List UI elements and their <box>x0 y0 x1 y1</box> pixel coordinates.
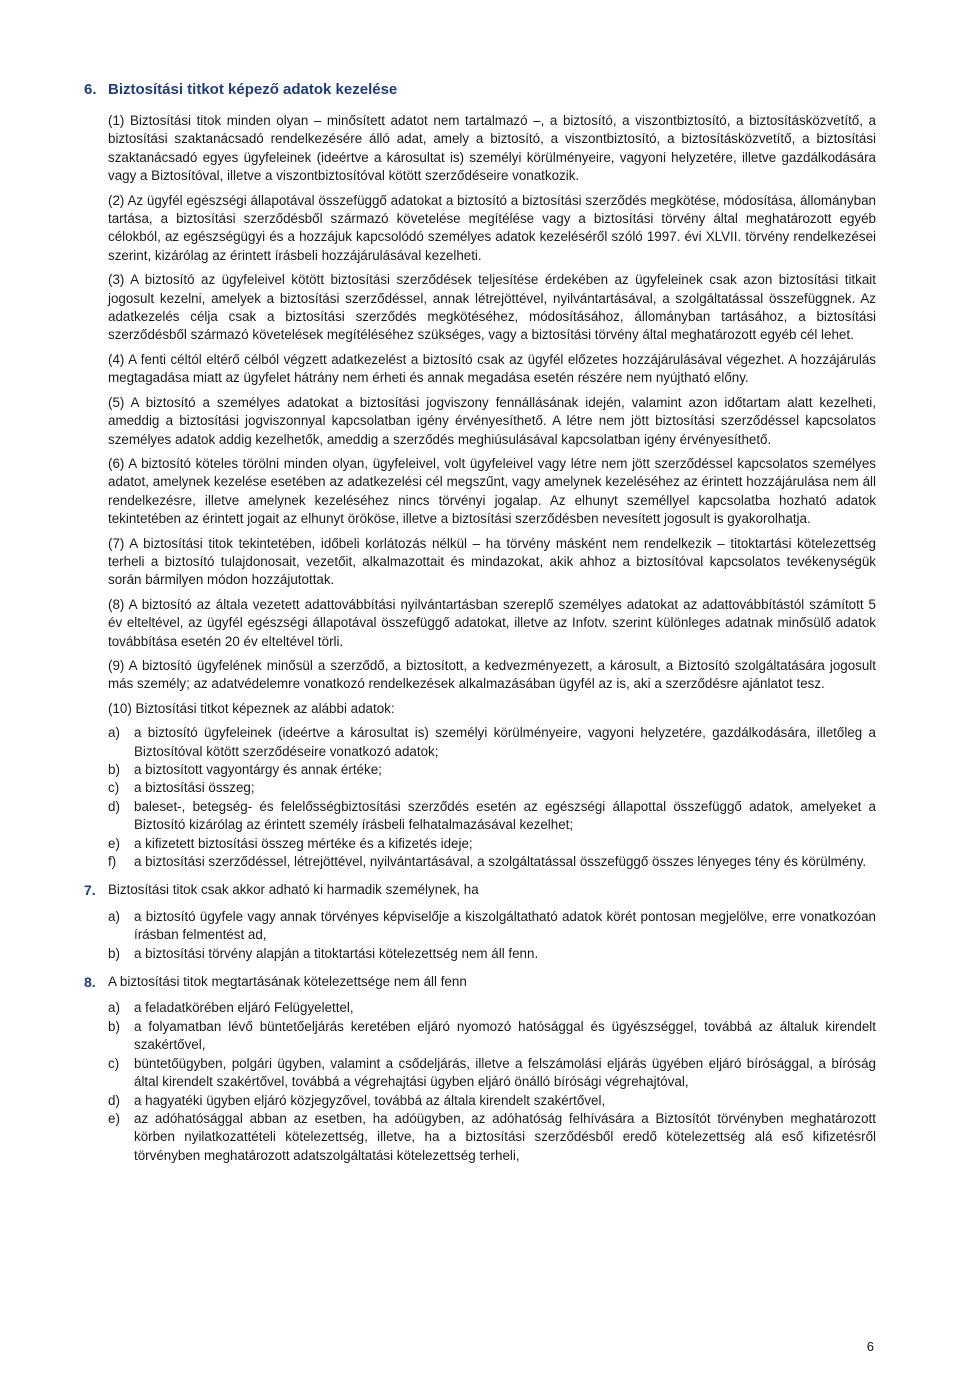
list-letter: d) <box>108 798 120 814</box>
list-item <box>108 1110 876 1165</box>
section-7-list <box>108 908 876 963</box>
list-text: a kifizetett biztosítási összeg mértéke és a kifizetés ideje; <box>134 835 473 851</box>
list-text: büntetőügyben, polgári ügyben, valamint a csődeljárás, illetve a felszámolási eljárás ügyében eljáró bírósággal, a bíróság által kirendelt szakértővel, továbbá a végrehajtási ügyben eljáró önálló bírósági végrehajtóval, <box>134 1055 876 1090</box>
section-7-title: Biztosítási titok csak akkor adható ki harmadik személynek, ha <box>108 882 479 898</box>
paragraph-8: (8) A biztosító az általa vezetett adattovábbítási nyilvántartásban szereplő személyes adatokat az adattovábbítástól számított 5 év elteltével, az ügyfél egészségi állapotával összefüggő adatokat, illetve az Infotv. szerint különleges adatnak minősülő adatok továbbítása esetén 20 év elteltével törli. <box>108 596 876 649</box>
list-text: a folyamatban lévő büntetőeljárás keretében eljáró nyomozó hatósággal és ügyészséggel, továbbá az általuk kirendelt szakértővel, <box>134 1018 876 1053</box>
section-6-number: 6. <box>84 81 97 98</box>
list-text: a feladatkörében eljáró Felügyelettel, <box>134 1000 354 1016</box>
list-letter: e) <box>108 1110 120 1126</box>
list-text: a biztosító ügyfeleinek (ideértve a károsultat is) személyi körülményeire, vagyoni helyzetére, gazdálkodására, illetőleg a Biztosítóval kötött szerződéseire vonatkozó adatok; <box>134 725 876 759</box>
section-8-list <box>108 999 876 1165</box>
list-text: az adóhatósággal abban az esetben, ha adóügyben, az adóhatóság felhívására a Biztosítót törvényben meghatározott körben nyilatkozattételi kötelezettség, illetve, ha a biztosítási szerződésből eredő kötelezettség alá eső kifizetésről törvényben meghatározott adatszolgáltatási kötelezettség terheli, <box>134 1110 876 1163</box>
list-letter: b) <box>108 762 120 777</box>
list-letter: b) <box>108 945 120 961</box>
paragraph-4: (4) A fenti céltól eltérő célból végzett adatkezelést a biztosító csak az ügyfél előzetes hozzájárulásával végezhet. A hozzájárulás megtagadása miatt az ügyfelet hátrány nem érheti és annak megadása esetén részére nem nyújtható előny. <box>108 351 876 386</box>
list-text: a biztosító ügyfele vagy annak törvényes képviselője a kiszolgáltatható adatok körét pontosan megjelölve, erre vonatkozóan írásban felmentést ad, <box>134 908 876 943</box>
section-8-heading <box>84 973 876 991</box>
list-item <box>108 724 876 761</box>
page-number: 6 <box>866 1339 874 1354</box>
paragraph-5: (5) A biztosító a személyes adatokat a biztosítási jogviszony fennállásának idején, valamint azon időtartam alatt kezelheti, ameddig a biztosítási jogviszonnyal kapcsolatban igény érvényesíthető. A létre nem jött biztosítási szerződéssel kapcsolatos személyes adatok addig kezelhetők, ameddig a szerződés meghiúsulásával kapcsolatban igény érvényesíthető. <box>108 394 876 447</box>
list-item <box>108 853 876 871</box>
list-item <box>108 908 876 945</box>
list-letter: d) <box>108 1092 120 1108</box>
list-item <box>108 1055 876 1092</box>
section-7-heading <box>84 881 876 899</box>
list-item <box>108 1018 876 1055</box>
paragraph-6: (6) A biztosító köteles törölni minden olyan, ügyfeleivel, volt ügyfeleivel vagy létre nem jött szerződéssel kapcsolatos személyes adatot, amelynek kezelése esetében az adatkezelési cél megszűnt, vagy amelynek kezeléséhez az érintett hozzájárulása nem áll rendelkezésre, illetve amelynek kezeléséhez nincs törvényi jogalap. Az elhunyt személlyel kapcsolatba hozható adatok tekintetében az érintett jogait az elhunyt örököse, illetve a biztosítási szerződésben nevesített jogosult is gyakorolhatja. <box>108 455 876 527</box>
list-letter: f) <box>108 854 117 870</box>
document-content <box>84 80 876 1165</box>
paragraph-9: (9) A biztosító ügyfelének minősül a szerződő, a biztosított, a kedvezményezett, a károsult, a Biztosító szolgáltatására jogosult más személy; az adatvédelemre vonatkozó rendelkezések alkalmazásában ügyfél az is, aki a szerződésre ajánlatot tesz. <box>108 657 876 692</box>
list-item <box>108 761 876 779</box>
section-6-list <box>108 724 876 871</box>
section-7-number: 7. <box>84 882 96 899</box>
list-text: a biztosítási törvény alapján a titoktartási kötelezettség nem áll fenn. <box>134 945 539 961</box>
list-text: a hagyatéki ügyben eljáró közjegyzővel, továbbá az általa kirendelt szakértővel, <box>134 1092 606 1108</box>
list-letter: e) <box>108 835 120 851</box>
list-item <box>108 835 876 853</box>
list-letter: a) <box>108 725 120 741</box>
list-text: baleset-, betegség- és felelősségbiztosítási szerződés esetén az egészségi állapottal összefüggő adatok, amelyeket a Biztosító kizárólag az érintett személy írásbeli felhatalmazásával kezelhet; <box>134 798 876 833</box>
section-6-heading <box>84 80 876 100</box>
list-item <box>108 779 876 797</box>
section-8-title: A biztosítási titok megtartásának kötelezettsége nem áll fenn <box>108 974 467 990</box>
list-letter: a) <box>108 908 120 924</box>
section-6-title: Biztosítási titkot képező adatok kezelése <box>108 81 398 98</box>
list-text: a biztosított vagyontárgy és annak értéke; <box>134 762 382 777</box>
list-text: a biztosítási összeg; <box>134 780 255 796</box>
paragraph-1: (1) Biztosítási titok minden olyan – minősített adatot nem tartalmazó –, a biztosító, a viszontbiztosító, a biztosításközvetítő, a biztosítási szaktanácsadó rendelkezésére álló adat, amely a biztosító, a viszontbiztosító, a biztosításközvetítő, a biztosítási szaktanácsadó egyes ügyfeleinek (ideértve a károsultat is) személyi körülményeire, vagyoni helyzetére, illetve gazdálkodására vagy a Biztosítóval, illetve a viszontbiztosítóval kötött szerződéseire vonatkozik. <box>108 113 876 184</box>
list-item <box>108 798 876 835</box>
paragraph-10: (10) Biztosítási titkot képeznek az alábbi adatok: <box>108 700 395 716</box>
list-letter: c) <box>108 1055 120 1071</box>
list-letter: b) <box>108 1018 120 1034</box>
list-item <box>108 945 876 963</box>
list-letter: c) <box>108 780 120 796</box>
section-8-number: 8. <box>84 974 96 991</box>
list-letter: a) <box>108 1000 120 1016</box>
list-item <box>108 999 876 1017</box>
paragraph-3: (3) A biztosító az ügyfeleivel kötött biztosítási szerződések teljesítése érdekében az ügyfeleinek csak azon biztosítási titkait jogosult kezelni, amelyek a biztosítási szerződéssel, annak létrejöttével, nyilvántartásával, a szolgáltatással összefüggnek. Az adatkezelés célja csak a biztosítási szerződés megkötéséhez, módosításához, állományban tartásához, a biztosítási szerződésből származó követelések megítéléséhez szükséges, vagy a biztosítási törvény által meghatározott egyéb cél lehet. <box>108 272 876 343</box>
list-text: a biztosítási szerződéssel, létrejöttével, nyilvántartásával, a szolgáltatással összefüggő összes lényeges tény és körülmény. <box>134 854 867 870</box>
paragraph-7: (7) A biztosítási titok tekintetében, időbeli korlátozás nélkül – ha törvény másként nem rendelkezik – titoktartási kötelezettség terheli a biztosító tulajdonosait, vezetőit, alkalmazottait és mindazokat, akik ahhoz a biztosítóval kapcsolatos tevékenységük során bármilyen módon hozzájutottak. <box>108 535 876 588</box>
paragraph-2: (2) Az ügyfél egészségi állapotával összefüggő adatokat a biztosító a biztosítási szerződés megkötése, módosítása, állományban tartása, a biztosítási szerződésből származó követelése megítélése vagy a biztosítási törvény által meghatározott egyéb célokból, az egészségügyi és a hozzájuk kapcsolódó személyes adatok kezeléséről szóló 1997. évi XLVII. törvény rendelkezései szerint, kizárólag az érintett írásbeli hozzájárulásával kezelheti. <box>108 192 876 263</box>
list-item <box>108 1092 876 1110</box>
